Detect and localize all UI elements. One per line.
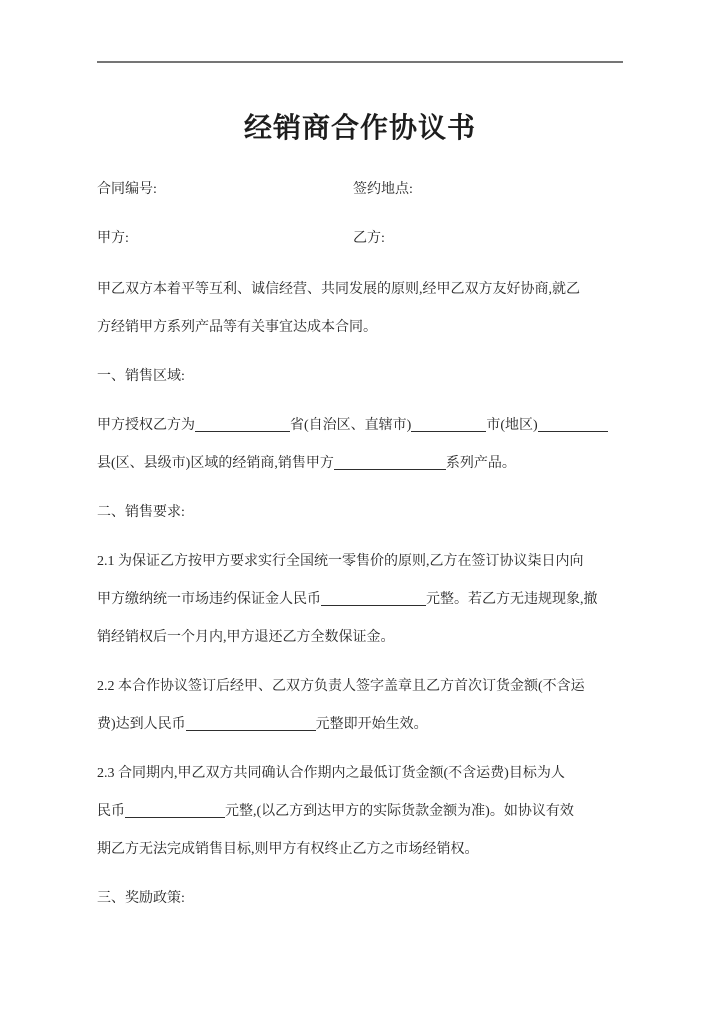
- text-line: 民币 元整,(以乙方到达甲方的实际货款金额为准)。如协议有效: [97, 804, 574, 819]
- fill-in-blank: [195, 431, 290, 432]
- paragraph: [97, 755, 623, 869]
- paragraph: [97, 543, 623, 657]
- contract-number-label: 合同编号:: [97, 182, 157, 197]
- section-heading: [97, 880, 623, 918]
- contract-body: [97, 271, 623, 918]
- paragraph: [97, 407, 623, 483]
- party-a-label: 甲方:: [97, 231, 129, 246]
- text-line: 县(区、县级市)区域的经销商,销售甲方 系列产品。: [97, 456, 516, 471]
- text-line: 2.1 为保证乙方按甲方要求实行全国统一零售价的原则,乙方在签订协议柒日内向: [97, 554, 584, 569]
- text-line: 二、销售要求:: [97, 505, 185, 520]
- fill-in-blank: [186, 730, 316, 731]
- fill-in-blank: [334, 469, 446, 470]
- text-line: 甲乙双方本着平等互利、诚信经营、共同发展的原则,经甲乙双方友好协商,就乙: [97, 282, 580, 297]
- fill-in-blank: [125, 817, 225, 818]
- document-title: 经销商合作协议书: [243, 113, 476, 144]
- text-line: 方经销甲方系列产品等有关事宜达成本合同。: [97, 320, 377, 335]
- document-content: [0, 48, 720, 918]
- fill-in-blank: [538, 431, 608, 432]
- fill-in-blank: [411, 431, 486, 432]
- party-b-label: 乙方:: [353, 231, 385, 246]
- text-line: 一、销售区域:: [97, 369, 185, 384]
- section-heading: [97, 494, 623, 532]
- paragraph: [97, 668, 623, 744]
- text-line: 三、奖励政策:: [97, 891, 185, 906]
- text-line: 销经销权后一个月内,甲方退还乙方全数保证金。: [97, 630, 395, 645]
- meta-row-2: [97, 220, 623, 258]
- text-line: 甲方授权乙方为 省(自治区、直辖市) 市(地区): [97, 407, 623, 445]
- text-line: 期乙方无法完成销售目标,则甲方有权终止乙方之市场经销权。: [97, 842, 479, 857]
- text-line: 2.2 本合作协议签订后经甲、乙双方负责人签字盖章且乙方首次订货金额(不含运: [97, 679, 585, 694]
- text-line: 甲方缴纳统一市场违约保证金人民币 元整。若乙方无违规现象,撤: [97, 592, 598, 607]
- meta-row-1: [97, 171, 623, 209]
- fill-in-blank: [321, 605, 426, 606]
- text-line: 2.3 合同期内,甲乙双方共同确认合作期内之最低订货金额(不含运费)目标为人: [97, 766, 565, 781]
- text-line: 费)达到人民币 元整即开始生效。: [97, 717, 428, 732]
- paragraph: [97, 271, 623, 347]
- section-heading: [97, 358, 623, 396]
- header-divider: [97, 61, 623, 63]
- signing-place-label: 签约地点:: [353, 182, 413, 197]
